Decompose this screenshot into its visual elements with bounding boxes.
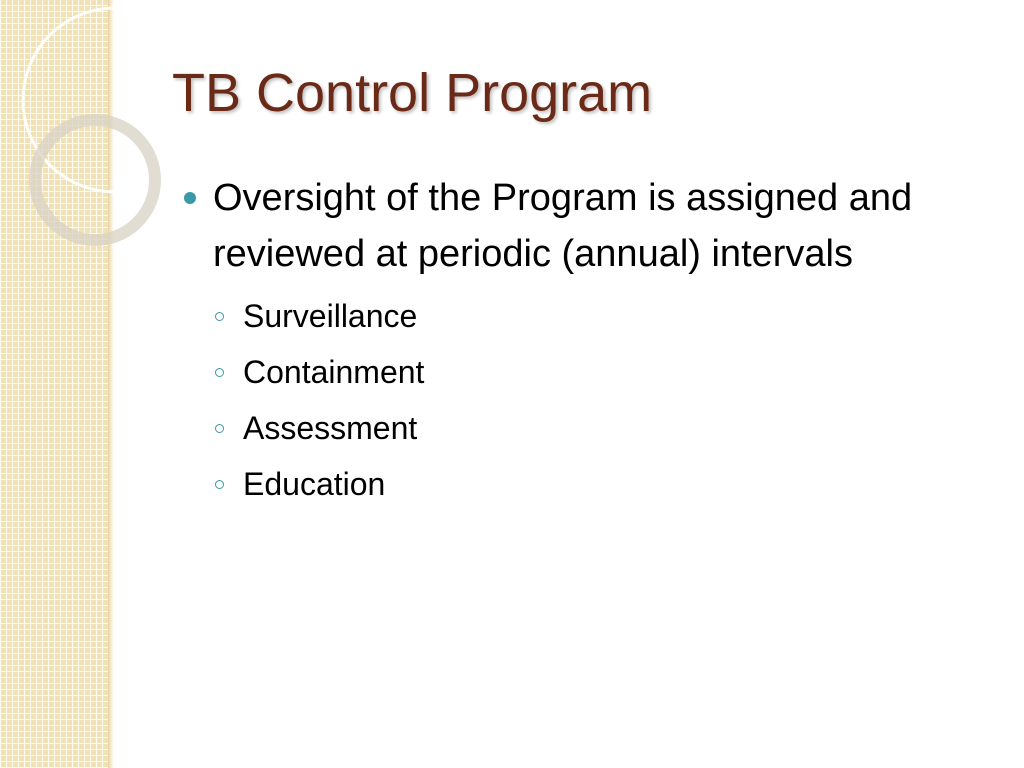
decorative-side-band-edge [108,0,114,768]
sub-bullet-text: Assessment [243,410,418,446]
sub-bullet-ring-icon [215,480,224,489]
sub-bullet-item-education [215,456,984,512]
sub-bullet-ring-icon [215,424,224,433]
sub-bullet-item-surveillance [215,288,984,344]
bullet-text: Oversight of the Program is assigned and reviewed at periodic (annual) intervals [213,177,913,275]
sub-bullet-text: Education [243,466,386,502]
slide-title: TB Control Program [172,63,653,123]
bullet-item-oversight [184,170,984,282]
decorative-side-band [0,0,108,768]
sub-bullet-item-containment [215,344,984,400]
sub-bullet-ring-icon [215,312,224,321]
slide-content [184,170,984,512]
sub-bullet-text: Containment [243,354,425,390]
sub-bullet-ring-icon [215,368,224,377]
bullet-dot-icon [184,192,196,204]
sub-bullet-list [184,288,984,512]
sub-bullet-item-assessment [215,400,984,456]
sub-bullet-text: Surveillance [243,298,418,334]
